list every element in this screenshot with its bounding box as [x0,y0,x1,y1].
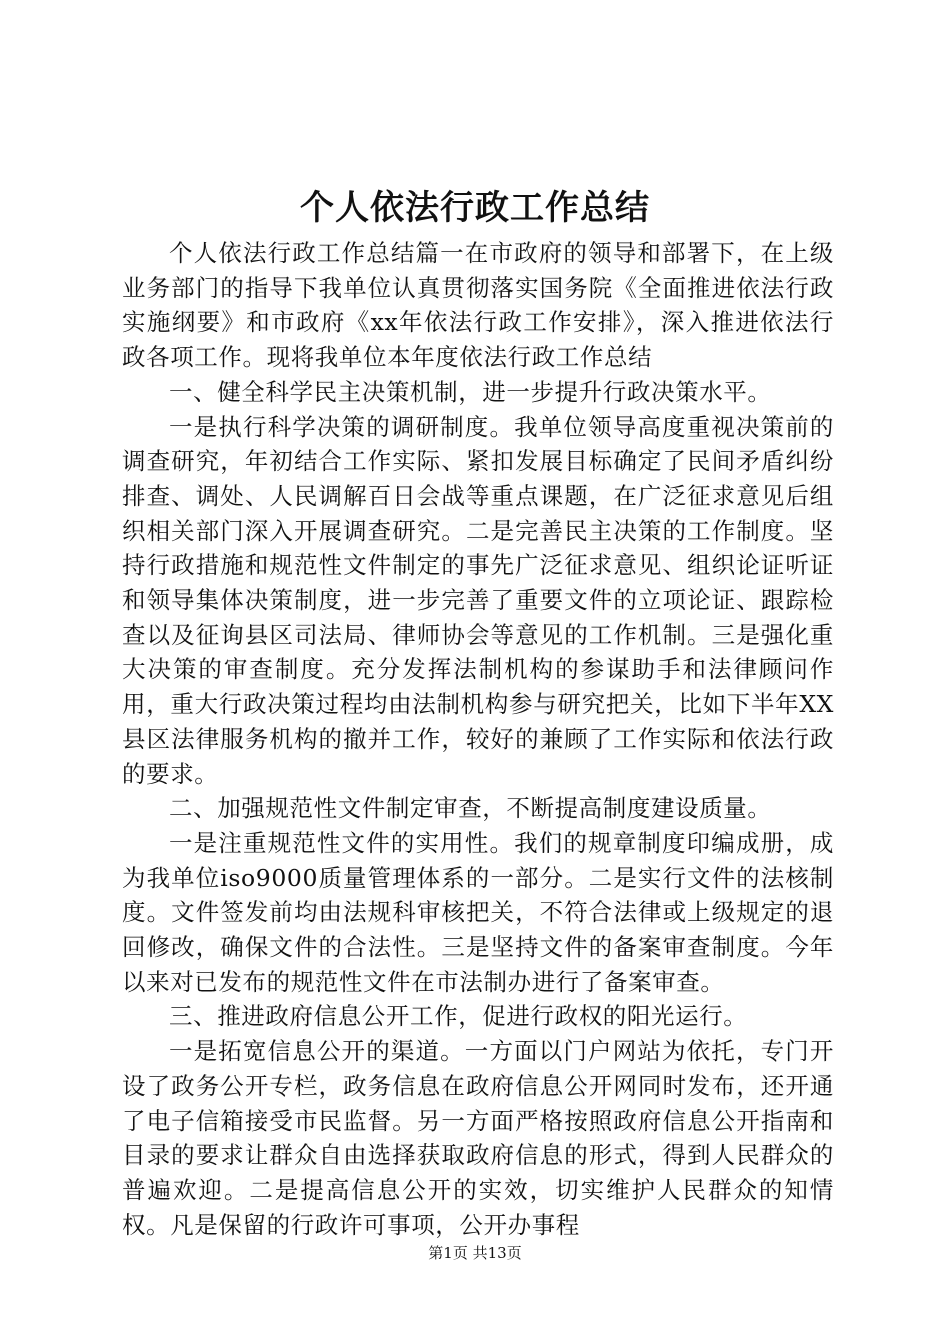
intro-paragraph: 个人依法行政工作总结篇一在市政府的领导和部署下，在上级业务部门的指导下我单位认真贯彻落实国务院《全面推进依法行政实施纲要》和市政府《xx年依法行政工作安排》，深入推进依法行政各项工作。现将我单位本年度依法行政工作总结 [122,239,834,372]
section-heading-3: 三、推进政府信息公开工作，促进行政权的阳光运行。 [169,1002,748,1031]
page-number-footer: 第1页 共13页 [428,1244,522,1262]
document-body [122,236,834,1242]
section-1-paragraph: 一是执行科学决策的调研制度。我单位领导高度重视决策前的调查研究，年初结合工作实际、紧扣发展目标确定了民间矛盾纠纷排查、调处、人民调解百日会战等重点课题，在广泛征求意见后组织相关部门深入开展调查研究。二是完善民主决策的工作制度。坚持行政措施和规范性文件制定的事先广泛征求意见、组织论证听证和领导集体决策制度，进一步完善了重要文件的立项论证、跟踪检查以及征询县区司法局、律师协会等意见的工作机制。三是强化重大决策的审查制度。充分发挥法制机构的参谋助手和法律顾问作用，重大行政决策过程均由法制机构参与研究把关，比如下半年XX县区法律服务机构的撤并工作，较好的兼顾了工作实际和依法行政的要求。 [122,412,834,788]
section-heading-1: 一、健全科学民主决策机制，进一步提升行政决策水平。 [169,377,772,406]
section-3-paragraph: 一是拓宽信息公开的渠道。一方面以门户网站为依托，专门开设了政务公开专栏，政务信息在政府信息公开网同时发布，还开通了电子信箱接受市民监督。另一方面严格按照政府信息公开指南和目录的要求让群众自由选择获取政府信息的形式，得到人民群众的普遍欢迎。二是提高信息公开的实效，切实维护人民群众的知情权。凡是保留的行政许可事项，公开办事程 [122,1037,834,1239]
section-heading-2: 二、加强规范性文件制定审查，不断提高制度建设质量。 [169,794,772,823]
document-title: 个人依法行政工作总结 [300,188,650,228]
section-2-paragraph: 一是注重规范性文件的实用性。我们的规章制度印编成册，成为我单位iso9000质量管理体系的一部分。二是实行文件的法核制度。文件签发前均由法规科审核把关，不符合法律或上级规定的退回修改，确保文件的合法性。三是坚持文件的备案审查制度。今年以来对已发布的规范性文件在市法制办进行了备案审查。 [122,828,834,996]
